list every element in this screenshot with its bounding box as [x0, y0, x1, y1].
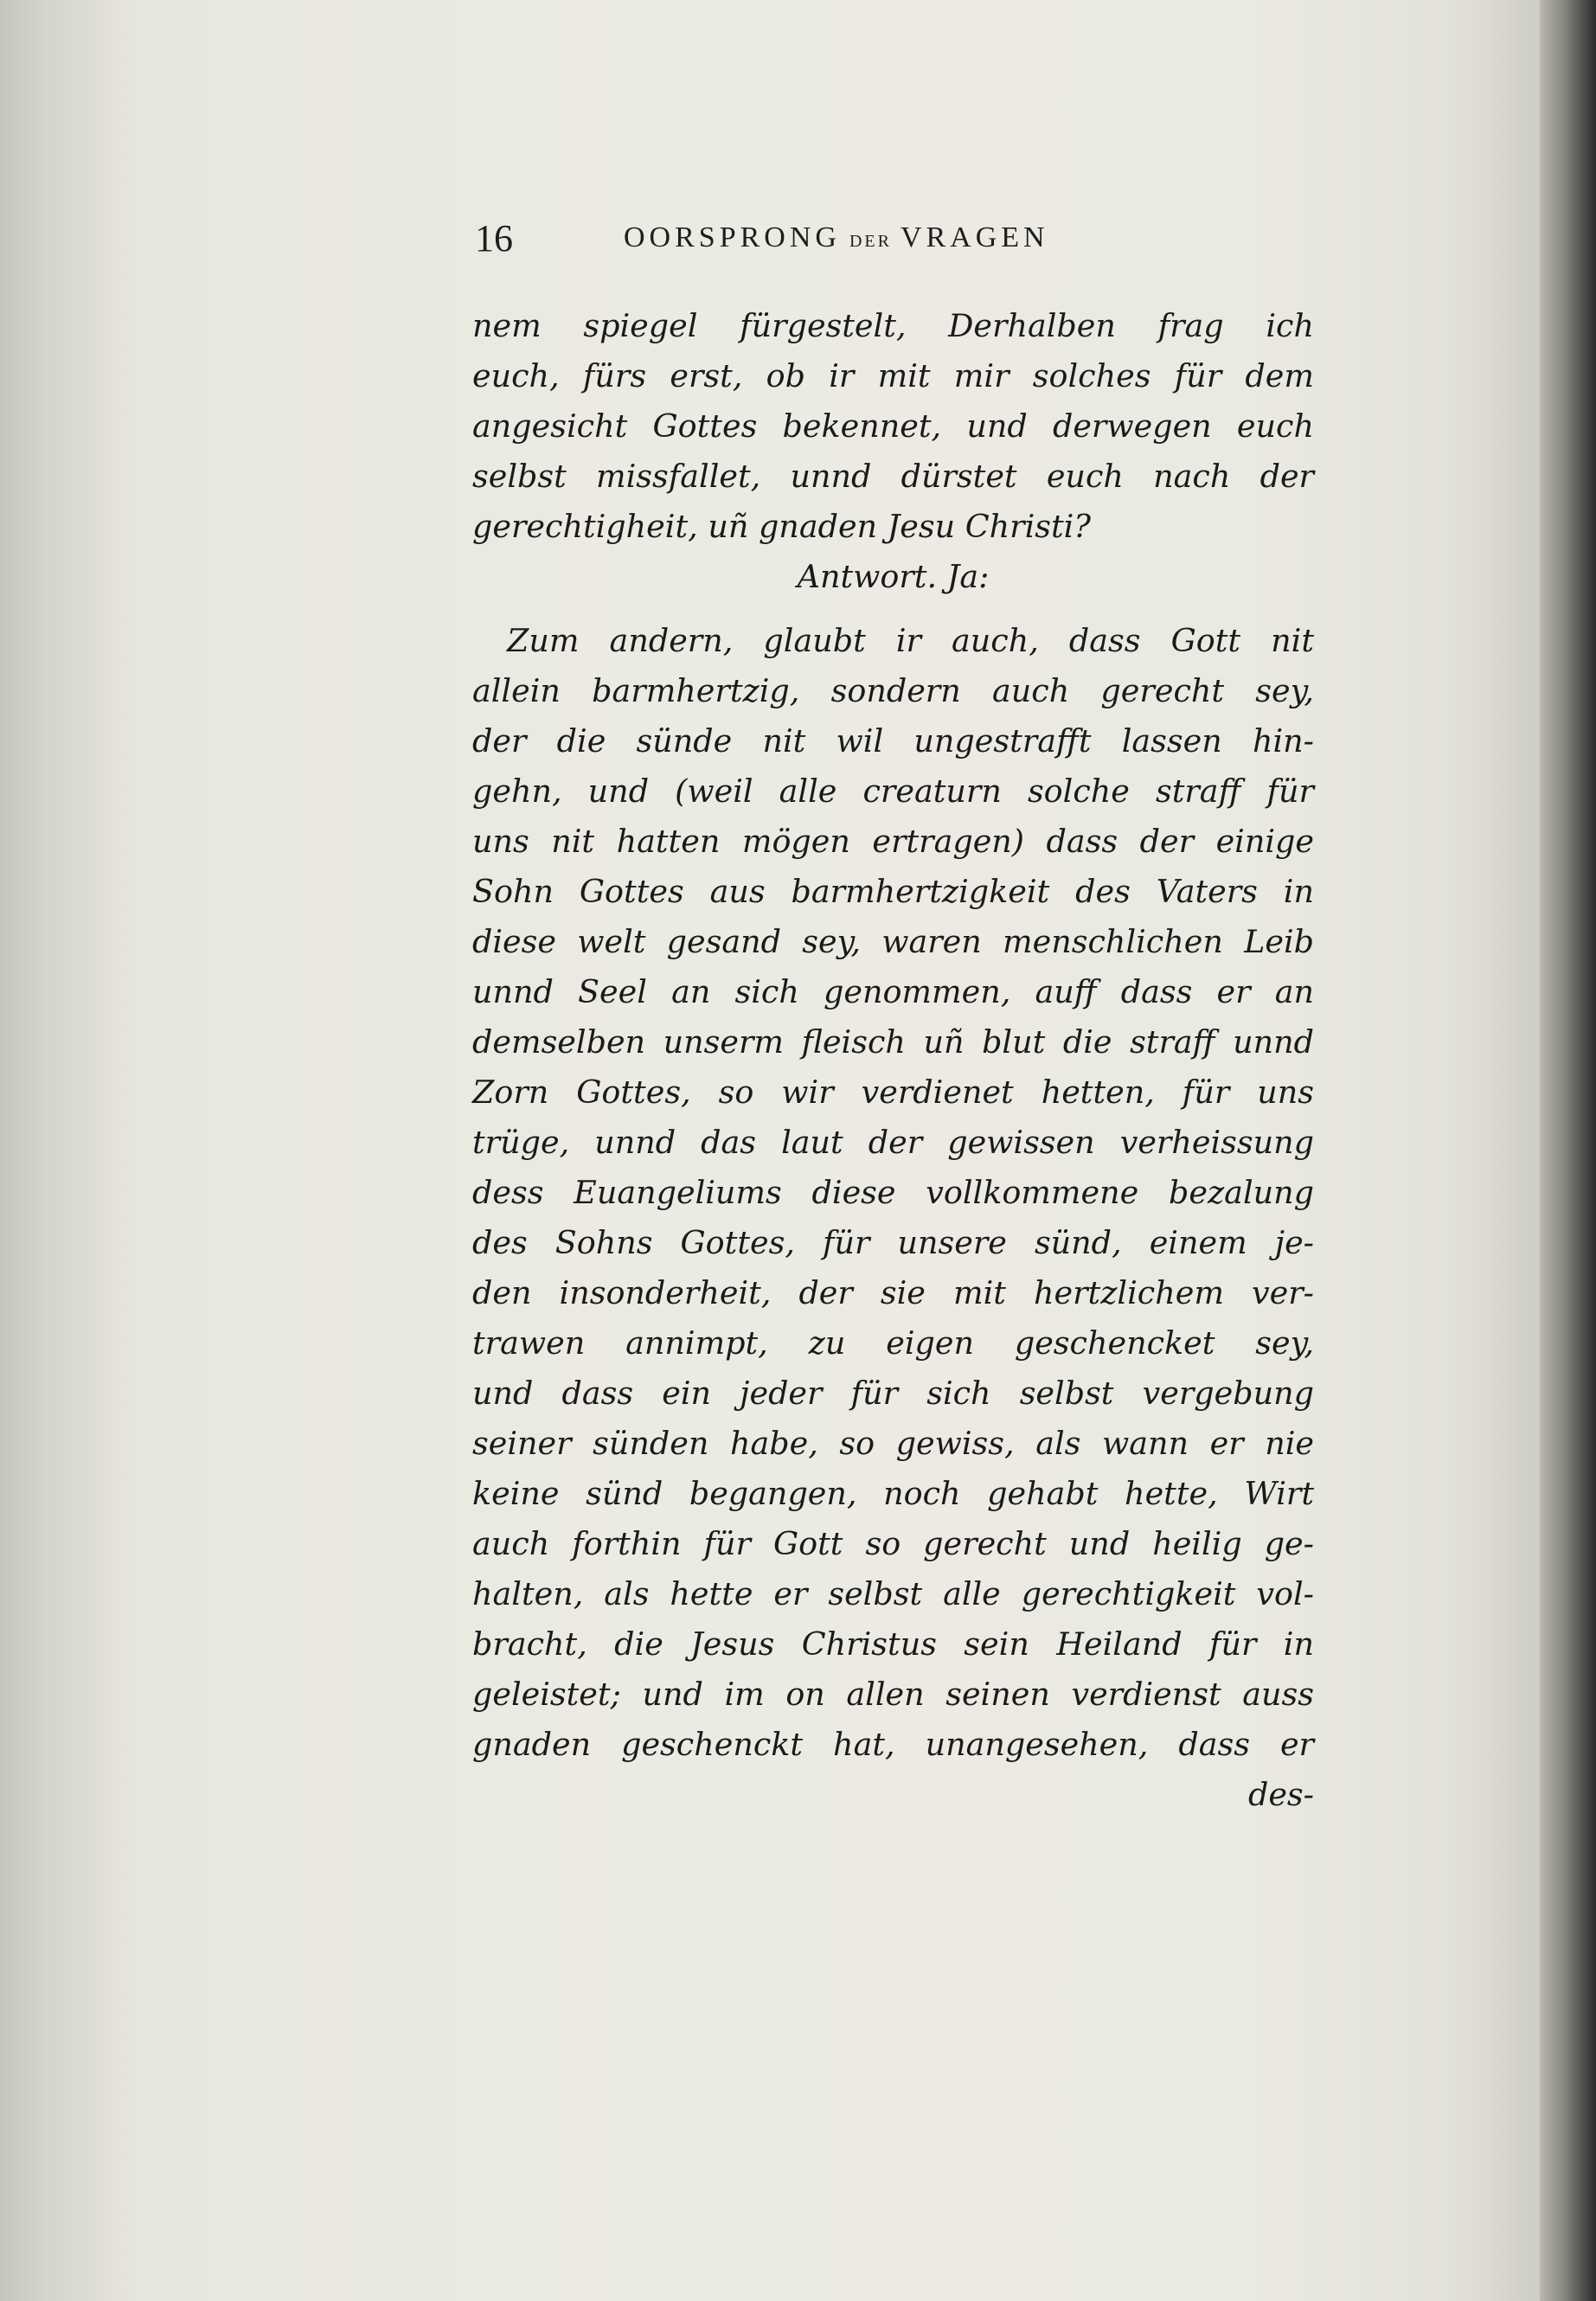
running-header: [475, 216, 1305, 268]
text-line: der die sünde nit wil ungestrafft lassen hin-: [472, 722, 1314, 760]
text-line: den insonderheit, der sie mit hertzlichem ver-: [472, 1274, 1314, 1311]
text-line: dess Euangeliums diese vollkommene bezalung: [472, 1174, 1314, 1211]
text-line: nem spiegel fürgestelt, Derhalben frag ich: [472, 307, 1314, 344]
text-line: gnaden geschenckt hat, unangesehen, dass er: [472, 1726, 1314, 1763]
text-line: halten, als hette er selbst alle gerechtigkeit vol-: [472, 1575, 1314, 1612]
catchword: des-: [1247, 1776, 1314, 1813]
text-line: auch forthin für Gott so gerecht und heilig ge-: [472, 1525, 1314, 1562]
text-line: des Sohns Gottes, für unsere sünd, einem je-: [472, 1224, 1314, 1261]
text-line: trawen annimpt, zu eigen geschencket sey,: [472, 1324, 1314, 1362]
text-line: Zum andern, glaubt ir auch, dass Gott nit: [507, 622, 1314, 659]
text-line: diese welt gesand sey, waren menschlichen Leib: [472, 923, 1314, 960]
running-title-small: DER: [849, 232, 892, 251]
body-text: [472, 301, 1314, 1820]
running-title: [624, 221, 1049, 254]
text-line: Sohn Gottes aus barmhertzigkeit des Vaters in: [472, 873, 1314, 910]
text-line: uns nit hatten mögen ertragen) dass der einige: [472, 823, 1314, 860]
page-number: 16: [475, 217, 513, 260]
text-line: Zorn Gottes, so wir verdienet hetten, für uns: [472, 1074, 1314, 1111]
answer-heading: Antwort. Ja:: [797, 558, 990, 595]
text-line: bracht, die Jesus Christus sein Heiland für in: [472, 1625, 1314, 1663]
text-line: seiner sünden habe, so gewiss, als wann er nie: [472, 1425, 1314, 1462]
text-line: demselben unserm fleisch uñ blut die straff unnd: [472, 1023, 1314, 1061]
book-gutter-edge: [1540, 0, 1596, 2301]
text-line: angesicht Gottes bekennet, und derwegen euch: [472, 407, 1314, 445]
text-line: euch, fürs erst, ob ir mit mir solches für dem: [472, 357, 1314, 394]
running-title-part2: VRAGEN: [900, 221, 1049, 253]
text-line: selbst missfallet, unnd dürstet euch nach der: [472, 458, 1314, 495]
text-line: geleistet; und im on allen seinen verdienst auss: [472, 1676, 1314, 1713]
text-line: trüge, unnd das laut der gewissen verheissung: [472, 1124, 1314, 1161]
running-title-part1: OORSPRONG: [624, 221, 841, 253]
paragraph-gap: [472, 602, 1314, 616]
text-line: keine sünd begangen, noch gehabt hette, Wirt: [472, 1475, 1314, 1512]
text-line: unnd Seel an sich genommen, auff dass er an: [472, 973, 1314, 1010]
left-page-edge: [0, 0, 50, 2301]
text-line: allein barmhertzig, sondern auch gerecht sey,: [472, 672, 1314, 709]
text-line: gehn, und (weil alle creaturn solche straff für: [472, 772, 1314, 810]
text-line: und dass ein jeder für sich selbst vergebung: [472, 1375, 1314, 1412]
text-line: gerechtigheit, uñ gnaden Jesu Christi?: [472, 508, 1091, 545]
